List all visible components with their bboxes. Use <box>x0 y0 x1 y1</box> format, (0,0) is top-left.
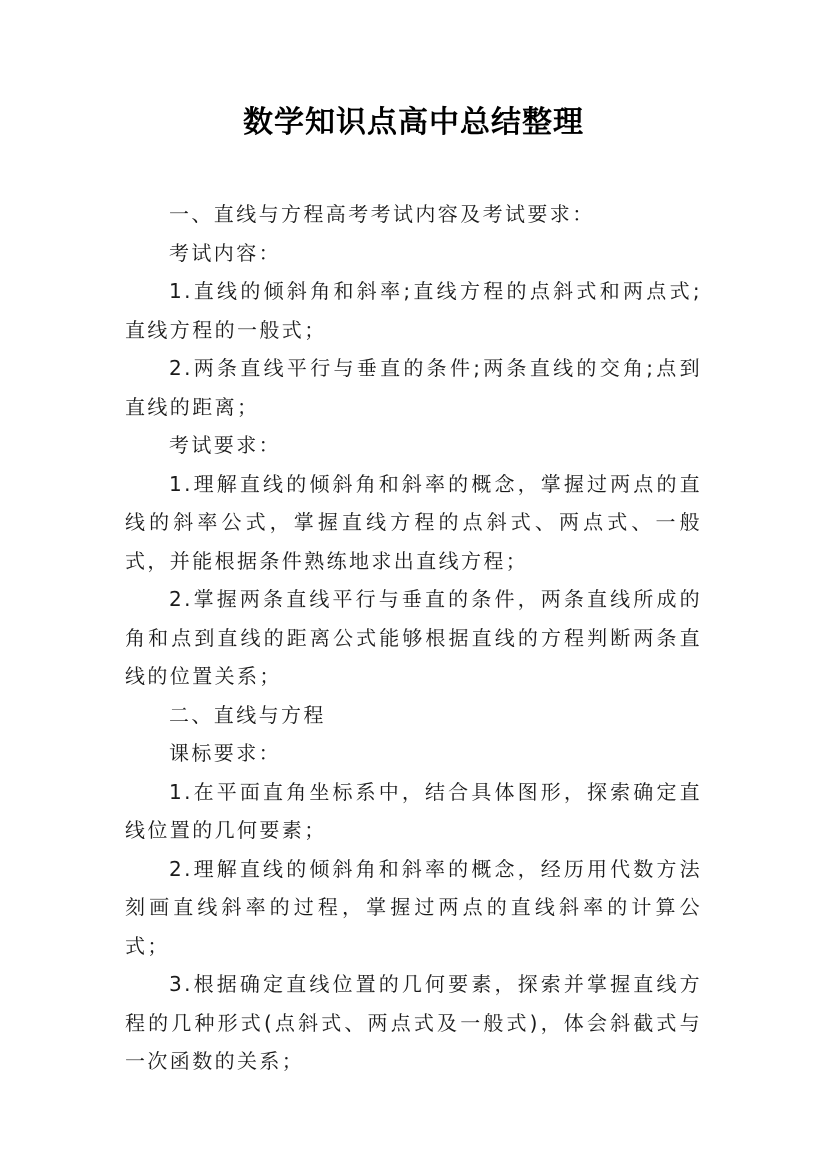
paragraph: 2.理解直线的倾斜角和斜率的概念，经历用代数方法刻画直线斜率的过程，掌握过两点的直线斜率的计算公式； <box>125 856 702 958</box>
subheading-exam-requirements: 考试要求： <box>169 433 281 457</box>
paragraph: 3.根据确定直线位置的几何要素，探索并掌握直线方程的几种形式(点斜式、两点式及一般式)，体会斜截式与一次函数的关系； <box>125 972 702 1073</box>
section-heading-1: 一、直线与方程高考考试内容及考试要求： <box>169 202 595 226</box>
paragraph: 2.掌握两条直线平行与垂直的条件，两条直线所成的角和点到直线的距离公式能够根据直线的方程判断两条直线的位置关系； <box>125 587 702 688</box>
subheading-exam-content: 考试内容： <box>169 240 281 265</box>
paragraph: 1.在平面直角坐标系中，结合具体图形，探索确定直线位置的几何要素； <box>125 779 702 842</box>
subheading-curriculum-requirements: 课标要求： <box>169 741 281 765</box>
paragraph: 1.理解直线的倾斜角和斜率的概念，掌握过两点的直线的斜率公式，掌握直线方程的点斜式、两点式、一般式，并能根据条件熟练地求出直线方程； <box>125 471 702 573</box>
paragraph: 1.直线的倾斜角和斜率;直线方程的点斜式和两点式;直线方程的一般式； <box>125 279 702 342</box>
paragraph: 2.两条直线平行与垂直的条件;两条直线的交角;点到直线的距离； <box>125 356 702 419</box>
document-body <box>125 195 702 1081</box>
document-title: 数学知识点高中总结整理 <box>243 105 584 140</box>
section-heading-2: 二、直线与方程 <box>169 702 326 727</box>
